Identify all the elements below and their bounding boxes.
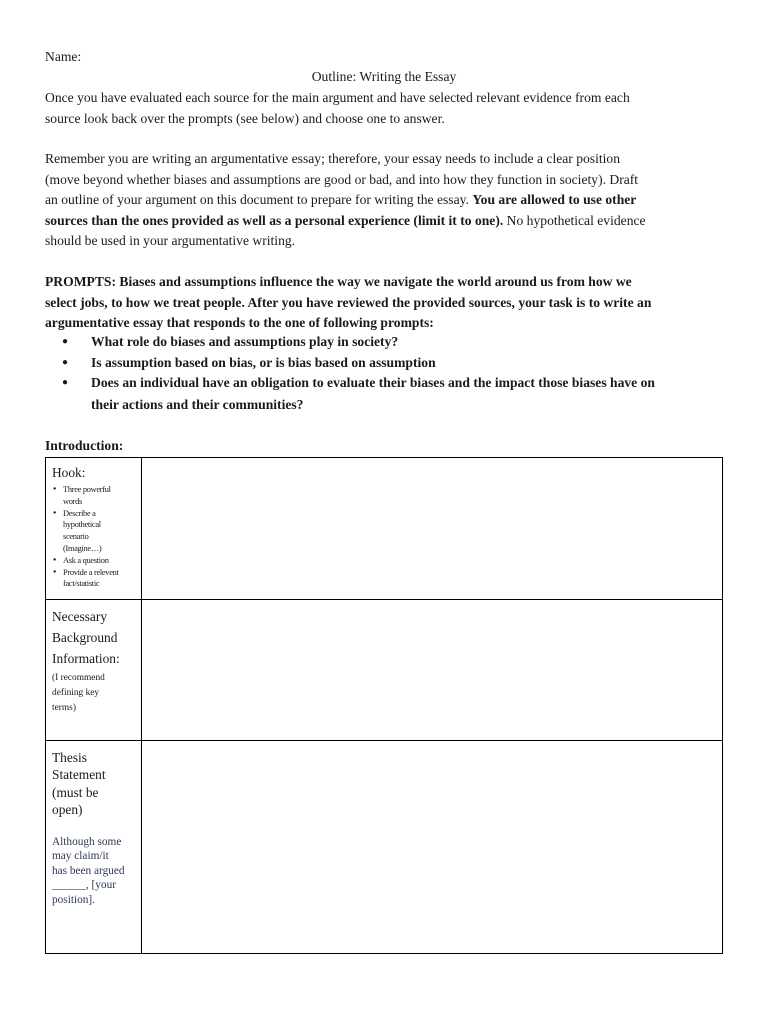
text-line: select jobs, to how we treat people. After you have reviewed the provided sources, your task is to write an [45, 294, 652, 310]
text-line: (I recommend [52, 673, 105, 684]
text-line [45, 190, 646, 211]
text-line: argumentative essay that responds to the one of following prompts: [45, 315, 434, 330]
text-line: defining key [52, 688, 100, 699]
bold-text-segment: sources than the ones provided as well as a personal experience (limit it to one). [45, 212, 504, 228]
prompt-list [62, 332, 655, 394]
name-label: Name: [45, 49, 82, 64]
introduction-outline-table [45, 457, 723, 954]
text-line: terms) [52, 703, 76, 714]
tip-text: fact/statistic [63, 579, 100, 589]
text-line: Background [52, 630, 118, 646]
list-item [52, 567, 141, 591]
tip-text: scenario [63, 532, 89, 542]
reminder-paragraph [45, 149, 646, 252]
background-label [52, 606, 141, 669]
prompts-paragraph [45, 272, 651, 334]
table-row [46, 740, 723, 953]
tip-text: Describe a [63, 508, 96, 518]
thesis-template [52, 835, 141, 908]
thesis-writing-area[interactable] [142, 740, 723, 953]
background-label-cell [46, 600, 142, 740]
tip-text: Three powerful [63, 485, 111, 494]
text-line: Although some [52, 835, 122, 848]
text-line: Thesis [52, 749, 87, 765]
instructions-paragraph [45, 88, 630, 129]
tip-text: Provide a relevent [63, 567, 119, 577]
prompt-item: ● Is assumption based on bias, or is bias based on assumption [62, 353, 655, 374]
list-item: ● Ask a question [52, 555, 141, 567]
list-item [52, 484, 141, 508]
background-writing-area[interactable] [142, 600, 723, 740]
tip-text: (Imagine…) [63, 543, 102, 553]
thesis-label [52, 749, 141, 819]
text-line: source look back over the prompts (see below) and choose one to answer. [45, 110, 445, 126]
hook-label-cell [46, 458, 142, 600]
page-title: Outline: Writing the Essay [311, 69, 457, 84]
text-line: has been argued [52, 864, 125, 877]
text-line: Remember you are writing an argumentative essay; therefore, your essay needs to include a clear position [45, 151, 621, 166]
prompts-label: PROMPTS: [45, 274, 116, 289]
text-line: Necessary [52, 609, 108, 625]
text-line: Statement [52, 767, 106, 783]
prompt-item-continuation: their actions and their communities? [91, 397, 304, 412]
background-note [52, 671, 141, 716]
text-segment: No hypothetical evidence [503, 212, 646, 228]
prompt-item: ● What role do biases and assumptions play in society? [62, 332, 655, 353]
table-row [46, 600, 723, 740]
hook-tips-list [52, 484, 141, 590]
thesis-label-cell [46, 740, 142, 953]
hook-writing-area[interactable] [142, 458, 723, 600]
text-line: position]. [52, 893, 95, 906]
list-item [52, 508, 141, 555]
hook-label: Hook: [52, 465, 86, 480]
text-line [45, 272, 651, 293]
bold-text-segment: You are allowed to use other [472, 192, 637, 207]
text-line: should be used in your argumentative writing. [45, 233, 296, 248]
prompt-item: ● Does an individual have an obligation to evaluate their biases and the impact those biases have on [62, 373, 655, 394]
text-segment: Biases and assumptions influence the way we navigate the world around us from how we [115, 274, 632, 289]
text-line: (move beyond whether biases and assumptions are good or bad, and into how they function in society). Draft [45, 171, 639, 187]
text-line: Information: [52, 651, 120, 667]
introduction-heading: Introduction: [45, 438, 124, 453]
tip-text: words [63, 496, 82, 506]
text-line: open) [52, 802, 83, 818]
text-line: may claim/it [52, 850, 109, 863]
text-line [45, 211, 646, 232]
table-row [46, 458, 723, 600]
tip-text: hypothetical [63, 520, 101, 530]
text-segment: an outline of your argument on this document to prepare for writing the essay. [45, 192, 473, 207]
text-line: (must be [52, 784, 99, 800]
text-line: ______, [your [52, 879, 117, 892]
text-line: Once you have evaluated each source for the main argument and have selected relevant evidence from each [45, 90, 630, 105]
